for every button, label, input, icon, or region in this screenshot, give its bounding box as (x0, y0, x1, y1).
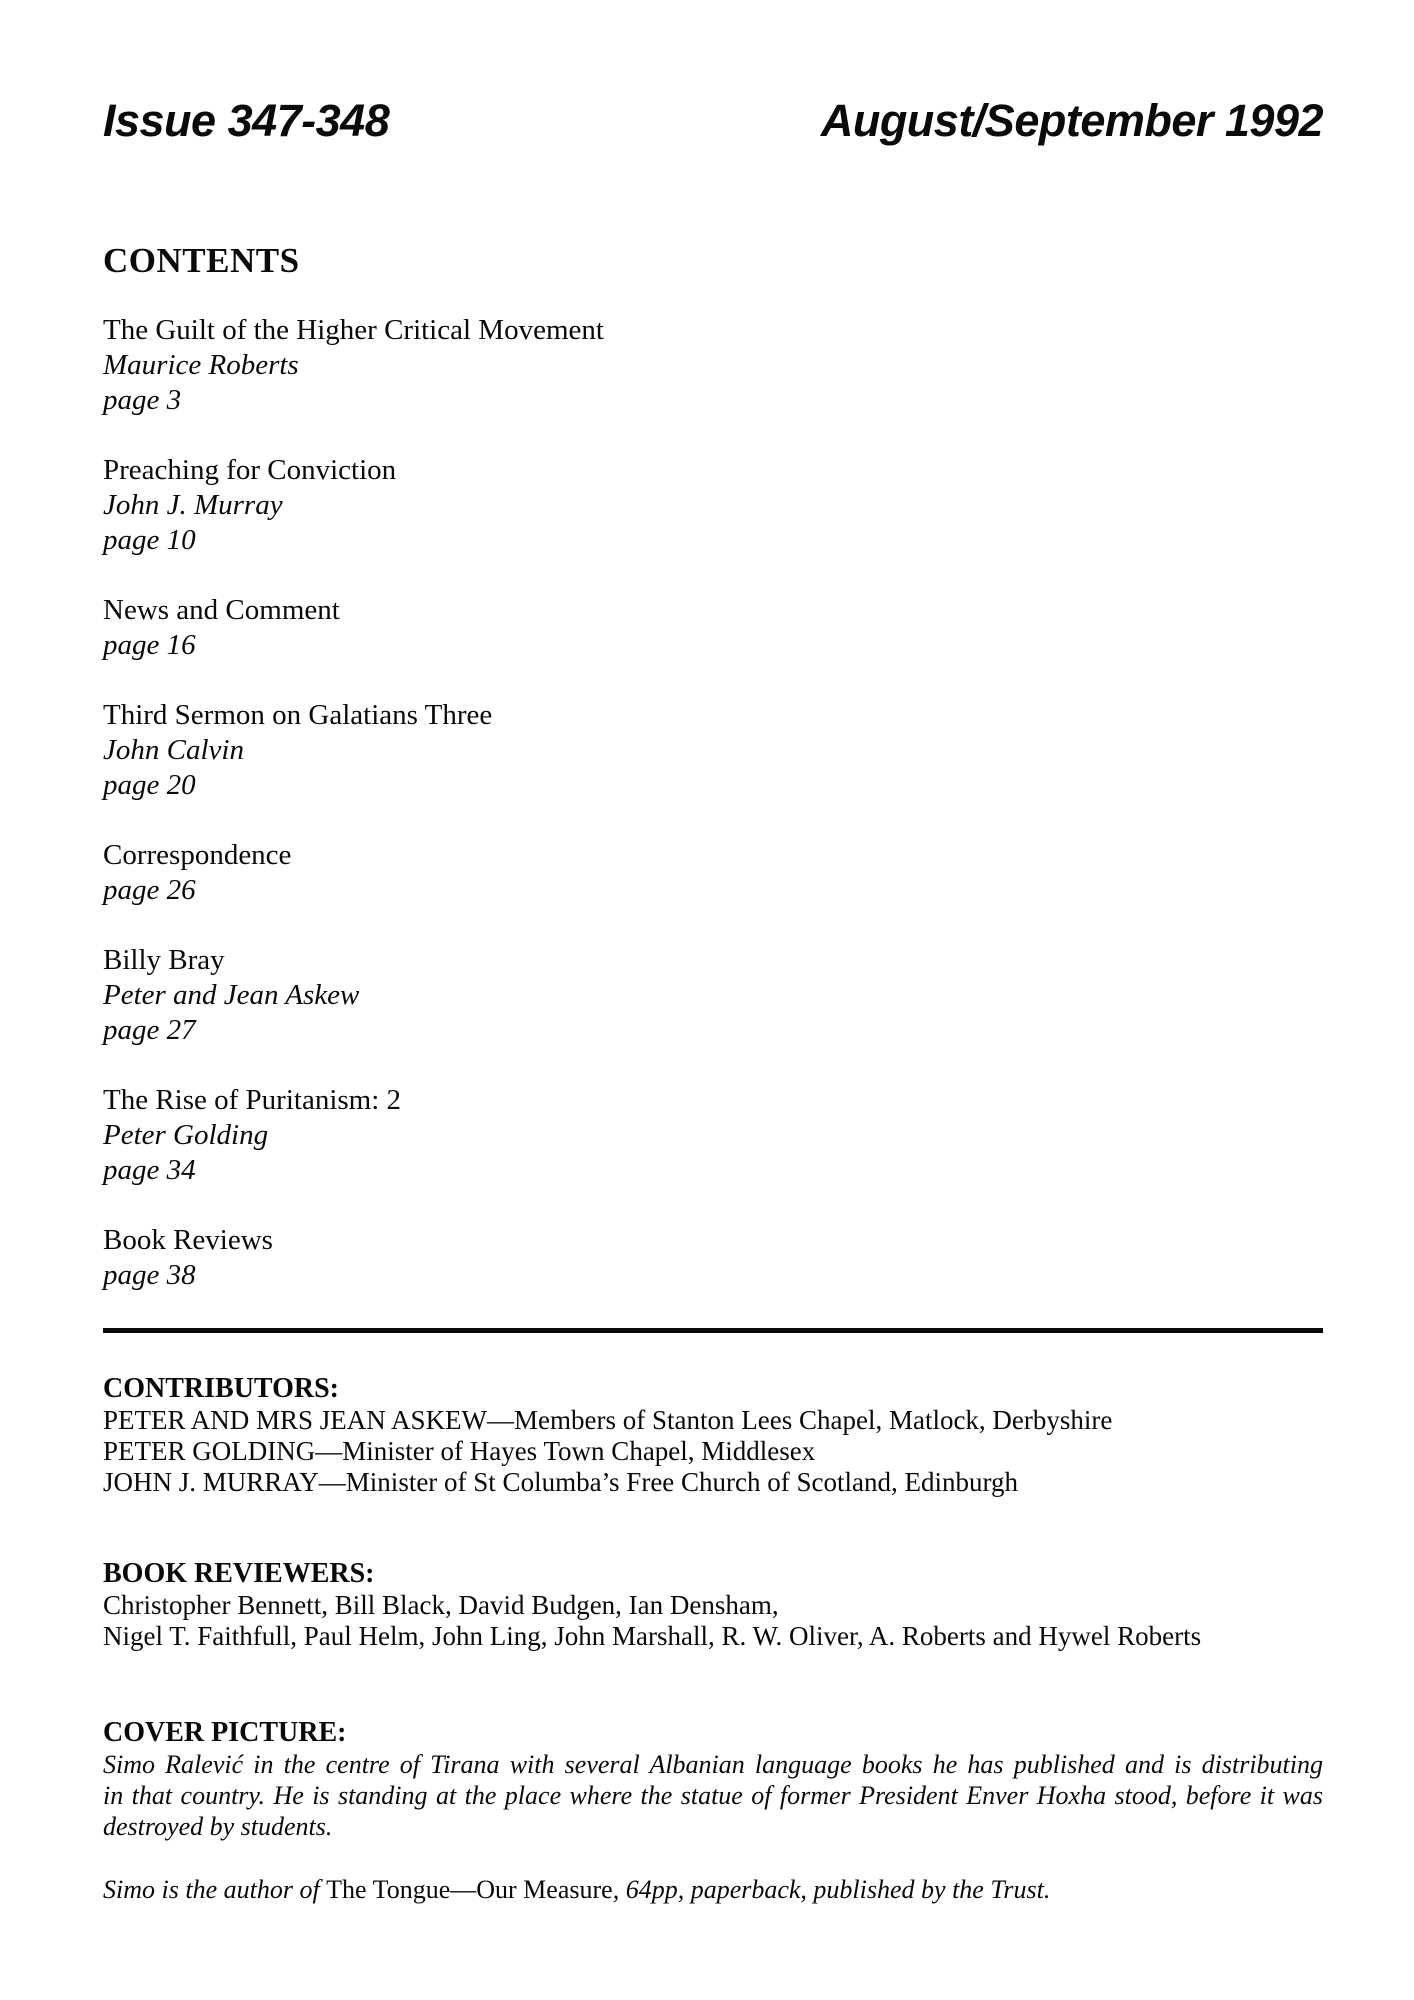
book-reviewers-heading: BOOK REVIEWERS: (103, 1558, 375, 1589)
contributor-line: PETER GOLDING—Minister of Hayes Town Chapel, Middlesex (103, 1436, 816, 1466)
horizontal-rule (103, 1328, 1323, 1333)
issue-date: August/September 1992 (820, 95, 1323, 146)
article-page: page 16 (103, 629, 196, 661)
contents-entry (103, 593, 1323, 663)
reviewer-line: Christopher Bennett, Bill Black, David Budgen, Ian Densham, (103, 1590, 779, 1620)
contents-entry (103, 838, 1323, 908)
contributors-heading: CONTRIBUTORS: (103, 1373, 339, 1404)
article-title: Book Reviews (103, 1224, 273, 1256)
book-reviewers-list (103, 1590, 1323, 1652)
contents-entry (103, 453, 1323, 558)
contents-heading: CONTENTS (103, 241, 300, 280)
contents-list (103, 313, 1323, 1293)
article-page: page 20 (103, 769, 196, 801)
reviewer-line: Nigel T. Faithfull, Paul Helm, John Ling, John Marshall, R. W. Oliver, A. Roberts and Hywel Roberts (103, 1621, 1202, 1651)
article-title: Preaching for Conviction (103, 454, 397, 486)
article-title: News and Comment (103, 594, 340, 626)
article-title: Billy Bray (103, 944, 225, 976)
author-note-tail: , 64pp, paperback, published by the Trust. (612, 1875, 1051, 1904)
article-page: page 10 (103, 524, 196, 556)
article-author: John J. Murray (103, 489, 283, 521)
contributors-list (103, 1405, 1323, 1498)
article-title: The Guilt of the Higher Critical Movement (103, 314, 604, 346)
masthead (103, 96, 1323, 146)
contents-entry (103, 943, 1323, 1048)
cover-description-line: in that country. He is standing at the place where the statue of former President Enver Hoxha stood, before it was (103, 1781, 1323, 1810)
article-page: page 27 (103, 1014, 196, 1046)
article-page: page 26 (103, 874, 196, 906)
contributors-section (103, 1373, 1323, 1498)
contents-entry (103, 313, 1323, 418)
cover-picture-heading: COVER PICTURE: (103, 1717, 347, 1748)
contents-entry (103, 1223, 1323, 1293)
article-author: Peter and Jean Askew (103, 979, 360, 1011)
contents-entry (103, 1083, 1323, 1188)
contributor-line: JOHN J. MURRAY—Minister of St Columba’s Free Church of Scotland, Edinburgh (103, 1467, 1018, 1497)
book-reviewers-section (103, 1558, 1323, 1652)
article-page: page 34 (103, 1154, 196, 1186)
article-author: John Calvin (103, 734, 244, 766)
cover-author-note (103, 1874, 1323, 1905)
cover-description-line: destroyed by students. (103, 1812, 333, 1841)
author-note-lead: Simo is the author of (103, 1875, 327, 1904)
article-title: Correspondence (103, 839, 292, 871)
cover-picture-description (103, 1749, 1323, 1842)
article-author: Peter Golding (103, 1119, 269, 1151)
issue-number: Issue 347-348 (103, 95, 390, 146)
contents-entry (103, 698, 1323, 803)
article-title: The Rise of Puritanism: 2 (103, 1084, 402, 1116)
book-title: The Tongue—Our Measure (326, 1875, 613, 1904)
cover-picture-section (103, 1717, 1323, 1842)
article-author: Maurice Roberts (103, 349, 299, 381)
article-page: page 3 (103, 384, 182, 416)
cover-description-line: Simo Ralević in the centre of Tirana with several Albanian language books he has published and is distributing (103, 1750, 1323, 1779)
article-title: Third Sermon on Galatians Three (103, 699, 493, 731)
article-page: page 38 (103, 1259, 196, 1291)
contributor-line: PETER AND MRS JEAN ASKEW—Members of Stanton Lees Chapel, Matlock, Derbyshire (103, 1405, 1113, 1435)
